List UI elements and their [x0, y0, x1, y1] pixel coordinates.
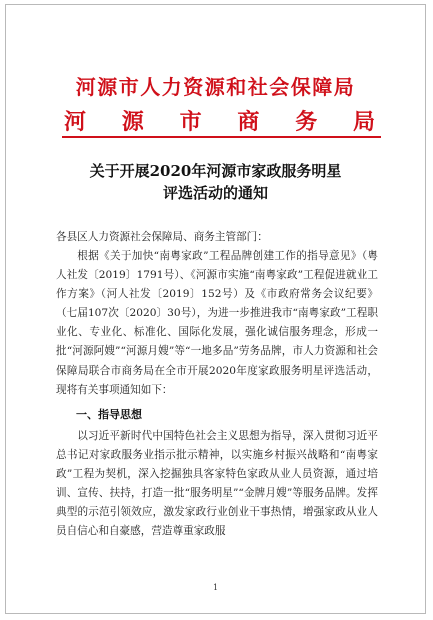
issuer-name-hr-bureau: 河源市人力资源和社会保障局: [75, 75, 356, 99]
document-title-line-1: 关于开展2020年河源市家政服务明星: [89, 162, 342, 180]
page-number: 1: [212, 583, 219, 592]
issuer-char: 务: [295, 110, 318, 135]
document-title-line-2: 评选活动的通知: [162, 184, 268, 202]
issuer-name-commerce-bureau: [6, 105, 425, 136]
issuer-char: 河: [64, 110, 87, 135]
body-paragraph-1: 根据《关于加快“南粤家政”工程品牌创建工作的指导意见》（粤人社发〔2019〕1791号）、《河源市实施“南粤家政”工程促进就业工作方案》（河人社发〔2019〕152号）及《市政府常务会议纪要》（七届107次〔2020〕30号），为进一步推进我市“南粤家政”工程职业化、专业化、标准化、国际化发展，强化诚信服务理念，形成一批“河源阿嫂”“河源月嫂”等“一地多品”劳务品牌，市人力资源和社会保障局联合市商务局在全市开展2020年度家政服务明星评选活动，现将有关事项通知如下：: [56, 250, 378, 396]
issuer-char: 市: [179, 110, 202, 135]
body-paragraph-2: 以习近平新时代中国特色社会主义思想为指导，深入贯彻习近平总书记对家政服务业指示批示精神，以实施乡村振兴战略和“南粤家政”工程为契机，深入挖掘独具客家特色家政从业人员资源，通过培训、宣传、扶持，打造一批“服务明星”“金牌月嫂”等服务品牌。发挥典型的示范引领效应，激发家政行业创业干事热情，增强家政从业人员自信心和自豪感，营造尊重家政服: [56, 430, 378, 538]
issuer-char: 商: [237, 110, 260, 135]
issuer-char: 局: [352, 110, 375, 135]
red-divider-line: [62, 136, 381, 138]
issuer-char: 源: [121, 110, 144, 135]
section-heading-guiding-ideology: 一、指导思想: [76, 408, 142, 421]
salutation: 各县区人力资源社会保障局、商务主管部门：: [56, 231, 268, 243]
document-page: [5, 4, 426, 614]
